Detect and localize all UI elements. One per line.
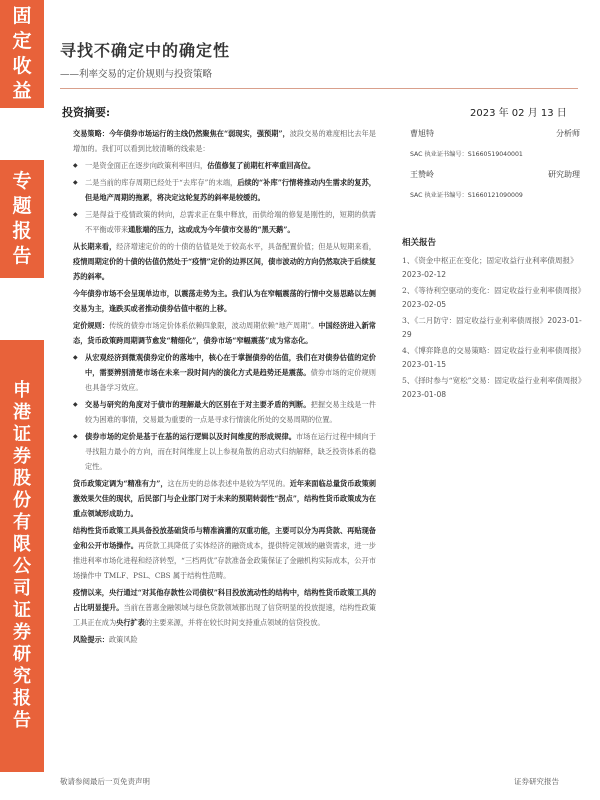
vertical-char: 益 bbox=[12, 80, 32, 102]
para2-bold2: 疫情周期定价的十债的估值仍然处于“疫情”定价的边界区间，债市波动的方向仍然取决于后续复苏的斜率。 bbox=[73, 257, 376, 281]
bullet-plain: 三是得益于疫情政策的转向，总需求正在集中释放，而供给端的修复是刚性的，短期的供需不平衡或带来 bbox=[85, 210, 376, 234]
bullet-bold: 债券市场的定价是基于在基的运行逻辑以及时间维度的形成规律。 bbox=[85, 432, 297, 441]
vertical-char: 证 bbox=[13, 600, 31, 621]
related-report-date: 2023-02-12 bbox=[402, 270, 447, 279]
bullet-bold: 交易与研究的角度对于债市的理解最大的区别在于对主要矛盾的判断。 bbox=[85, 400, 311, 409]
report-subtitle: ——利率交易的定价规则与投资策略 bbox=[60, 69, 213, 80]
abstract-heading: 投资摘要: bbox=[62, 106, 111, 119]
vertical-char: 港 bbox=[13, 402, 31, 423]
related-report-item[interactable] bbox=[402, 314, 582, 342]
bullet-item bbox=[73, 397, 376, 427]
bullet-item bbox=[73, 429, 376, 474]
report-type-tag bbox=[0, 160, 44, 278]
analyst-role: 研究助理 bbox=[548, 170, 580, 179]
footer-report-label: 证券研究报告 bbox=[514, 777, 559, 786]
vertical-char: 收 bbox=[12, 55, 32, 77]
bullet-list-2 bbox=[73, 350, 376, 474]
para4-bold: 定价规则： bbox=[73, 321, 110, 330]
related-report-date: 2023-01-29 bbox=[402, 316, 582, 339]
left-sidebar bbox=[0, 0, 44, 800]
para2-bold: 从长期来看， bbox=[73, 242, 117, 251]
related-report-title: 5、《择时参与“宽松”交易：固定收益行业利率债周报》 bbox=[402, 376, 586, 385]
analyst-name: 王赞岭 bbox=[410, 170, 434, 179]
para7-bold: 疫情以来，央行通过“对其他存款性公司债权”科目投放流动性的结构中，结构性货币政策工具的占比明显提升。 bbox=[73, 588, 376, 612]
vertical-char: 研 bbox=[13, 644, 31, 665]
para7-bold2: 央行扩表 bbox=[116, 618, 145, 627]
analyst-card bbox=[410, 128, 580, 158]
vertical-char: 份 bbox=[13, 490, 31, 511]
paragraph-pricing-rules bbox=[73, 318, 376, 348]
vertical-char: 究 bbox=[13, 666, 31, 687]
bullet-item bbox=[73, 350, 376, 395]
paragraph-long-short-term bbox=[73, 239, 376, 284]
vertical-char: 申 bbox=[13, 380, 31, 401]
intro-rest: 波段交易的难度相比去年是增加的。我们可以看到比较清晰的线索是： bbox=[73, 129, 376, 153]
risk-bold: 风险提示： bbox=[73, 635, 109, 644]
bullet-item bbox=[73, 207, 376, 237]
vertical-char: 报 bbox=[13, 688, 31, 709]
vertical-char: 券 bbox=[13, 446, 31, 467]
bullet-plain: 二是当前的库存周期已经处于“去库存”的末端， bbox=[85, 178, 238, 187]
bullet-bold: 通胀端的压力，这或成为今年债市交易的“黑天鹅”。 bbox=[128, 225, 295, 234]
intro-bold: 交易策略：今年债券市场运行的主线仍然聚焦在“弱现实，强预期”， bbox=[73, 129, 290, 138]
para3-bold: 今年债券市场不会呈现单边市，以震荡走势为主。我们认为在窄幅震荡的行情中交易思路以左侧交易为主，逢跌买或者推动债券估值中枢的上移。 bbox=[73, 289, 376, 313]
analyst-name: 曹旭特 bbox=[410, 129, 434, 138]
para5-bold2: 近年来面临总量货币政策刺激效果欠佳的现状，后民部门与企业部门对于未来的预期转弱性“拐点”，结构性货币政策成为在重点领域形成助力。 bbox=[73, 479, 376, 518]
related-reports bbox=[402, 236, 586, 404]
company-label bbox=[13, 380, 31, 732]
para6-bold: 结构性货币政策工具具备投放基础货币与精准滴灌的双重功能，主要可以分为再贷款、再贴现备金和公开市场操作。 bbox=[73, 526, 376, 550]
para5-rest: 这在历史的总体表述中是较为罕见的。 bbox=[167, 479, 290, 488]
paragraph-monetary-policy bbox=[73, 476, 376, 521]
bullet-list-1 bbox=[73, 158, 376, 237]
related-report-date: 2023-02-05 bbox=[402, 300, 447, 309]
paragraph-structural-tools bbox=[73, 523, 376, 583]
paragraph-central-bank bbox=[73, 585, 376, 630]
vertical-char: 专 bbox=[12, 170, 32, 192]
para4-bold2: 中国经济进入新常态，货币政策跨周期调节愈发“精细化”，债券市场“窄幅震荡”成为常态化。 bbox=[73, 321, 376, 345]
category-tag bbox=[0, 0, 44, 108]
bullet-rest: 市场在运行过程中倾向于寻找阻力最小的方向，而在时间维度上以上参视角散的启动式归纳解释，缺乏投资体系的稳定性。 bbox=[85, 432, 376, 471]
bullet-bold: 从宏观经济到微观债券定价的落地中，核心在于掌握债券的估值，我们在对债券估值的定价中，需要辨别清楚市场在未来一段时间内的演化方式是趋势还是震荡。 bbox=[85, 353, 376, 377]
abstract-body bbox=[73, 126, 376, 649]
vertical-char: 公 bbox=[13, 556, 31, 577]
analyst-role: 分析师 bbox=[556, 129, 580, 138]
para2-mid: 经济增速定价的的十债的估值是处于较高水平，具备配置价值；但是从短期来看， bbox=[116, 242, 376, 251]
report-title: 寻找不确定中的确定性 bbox=[60, 41, 231, 60]
vertical-char: 有 bbox=[13, 512, 31, 533]
bullet-item bbox=[73, 175, 376, 205]
disclaimer-note: 敬请参阅最后一页免责声明 bbox=[60, 777, 150, 786]
vertical-char: 题 bbox=[12, 195, 32, 217]
company-tag bbox=[0, 340, 44, 772]
analyst-cert: SAC 执业证书编号：S1660121090009 bbox=[410, 192, 523, 199]
related-report-item[interactable] bbox=[402, 374, 586, 402]
para7-rest2: 的主要来源，并将在较长时间支持重点领域的信贷投放。 bbox=[144, 618, 325, 627]
related-report-title: 4、《博弈降息的交易策略：固定收益行业利率债周报》 bbox=[402, 346, 586, 355]
vertical-char: 股 bbox=[13, 468, 31, 489]
vertical-char: 报 bbox=[12, 220, 32, 242]
risk-warning bbox=[73, 632, 376, 647]
bullet-plain: 一是资金面正在逐步向政策利率回归， bbox=[85, 161, 208, 170]
report-type-label bbox=[12, 169, 31, 269]
bullet-bold: 估值修复了前期杠杆率重回高位。 bbox=[207, 161, 316, 170]
vertical-char: 定 bbox=[12, 30, 32, 52]
analyst-cert: SAC 执业证书编号：S1660519040001 bbox=[410, 151, 523, 158]
vertical-char: 告 bbox=[12, 245, 32, 267]
analyst-card bbox=[410, 169, 580, 199]
vertical-char: 券 bbox=[13, 622, 31, 643]
paragraph-market-view bbox=[73, 286, 376, 316]
related-heading: 相关报告 bbox=[402, 238, 437, 248]
related-report-item[interactable] bbox=[402, 254, 582, 282]
related-report-item[interactable] bbox=[402, 284, 586, 312]
bullet-item bbox=[73, 158, 376, 173]
vertical-char: 证 bbox=[13, 424, 31, 445]
bullet-bold: 后续的“补库”行情将推动内生需求的复苏，但是地产周期的拖累，将决定这轮复苏的斜率是较缓的。 bbox=[85, 178, 376, 202]
intro-paragraph bbox=[73, 126, 376, 156]
bullet-rest: 把握交易主线是一件较为困难的事情，交易最为重要的一点是寻求行情演化所处的交易周期的位置。 bbox=[85, 400, 376, 424]
vertical-char: 告 bbox=[13, 710, 31, 731]
category-label bbox=[12, 4, 31, 104]
header-divider bbox=[60, 88, 578, 89]
para6-rest: 再贷款工具降低了实体经济的融资成本，提供特定领域的融资需求，进一步推进利率市场化进程和经济转型，“三档两优”存款准备金政策保证了金融机构实际成本，公开市场操作中 TMLF、PSL、CBS 属于结构性范畴。 bbox=[73, 541, 376, 580]
para5-bold: 货币政策定调为“精准有力”， bbox=[73, 479, 168, 488]
related-report-item[interactable] bbox=[402, 344, 586, 372]
risk-rest: 政策风险 bbox=[108, 635, 138, 644]
related-report-title: 3、《二月防守：固定收益行业利率债周报》 bbox=[402, 316, 548, 325]
vertical-char: 限 bbox=[13, 534, 31, 555]
related-report-date: 2023-01-15 bbox=[402, 360, 447, 369]
bullet-rest: 债券市场的定价规则也具备学习效应。 bbox=[85, 368, 376, 392]
para7-rest: 当前在普惠金融领域与绿色贷款领域都出现了信贷明显的投放提速，结构性政策工具正在成为 bbox=[73, 603, 376, 627]
report-date: 2023 年 02 月 13 日 bbox=[470, 108, 567, 119]
para4-rest: 传统的债券市场定价体系依赖四象限，波动周期依赖“地产周期”。 bbox=[109, 321, 319, 330]
related-report-date: 2023-01-08 bbox=[402, 390, 447, 399]
vertical-char: 固 bbox=[12, 5, 32, 27]
related-report-title: 2、《等待利空驱动的变化：固定收益行业利率债周报》 bbox=[402, 286, 586, 295]
vertical-char: 司 bbox=[13, 578, 31, 599]
related-report-title: 1、《资金中枢正在变化；固定收益行业利率债周报》 bbox=[402, 256, 578, 265]
